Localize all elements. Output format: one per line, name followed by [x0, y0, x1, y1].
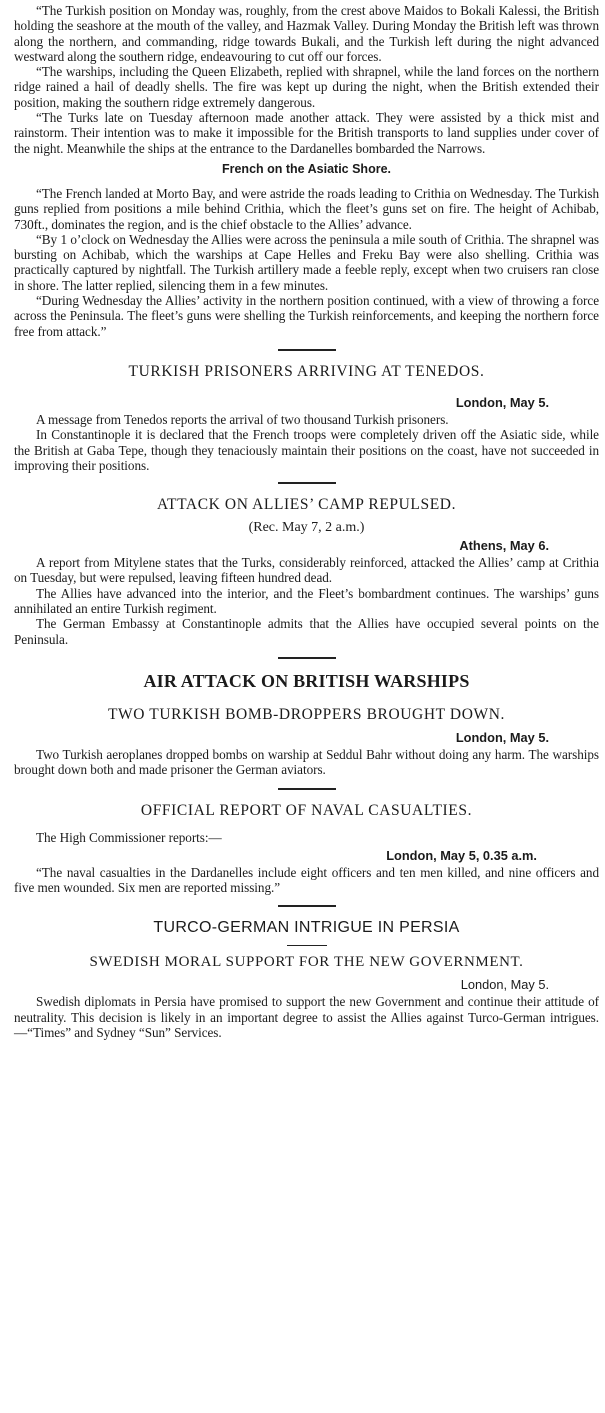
section-divider: [278, 657, 336, 659]
section-divider: [278, 788, 336, 790]
paragraph: A message from Tenedos reports the arrival of two thousand Turkish prisoners.: [36, 411, 449, 427]
paragraph: A report from Mitylene states that the Turks, considerably reinforced, attacked the Allies’ camp at Crithia on Tuesday, but were repulsed, leaving fifteen hundred dead.: [14, 555, 599, 586]
paragraph: “By 1 o’clock on Wednesday the Allies were across the peninsula a mile south of Crithia. The shrapnel was bursting on Achibab, which the warships at Cape Helles and Freku Bay were also shelling. Crithia was practically captured by nightfall. The Turkish artillery made a feeble reply, except when two cruisers ran close in shore. The latter replied, silencing them in a few minutes.: [14, 231, 599, 293]
headline: TURCO-GERMAN INTRIGUE IN PERSIA: [153, 919, 460, 937]
subheadline: TWO TURKISH BOMB-DROPPERS BROUGHT DOWN.: [107, 705, 505, 723]
headline: AIR ATTACK ON BRITISH WARSHIPS: [143, 670, 470, 691]
headline: ATTACK ON ALLIES’ CAMP REPULSED.: [156, 496, 457, 514]
paragraph: “The naval casualties in the Dardanelles include eight officers and ten men killed, and nine officers and five men wounded. Six men are reported missing.”: [14, 864, 599, 896]
paragraph: Two Turkish aeroplanes dropped bombs on warship at Seddul Bahr without doing any harm. The warships brought down both and made prisoner the German aviators.: [14, 746, 599, 778]
headline: OFFICIAL REPORT OF NAVAL CASUALTIES.: [140, 801, 473, 819]
paragraph: In Constantinople it is declared that the French troops were completely driven off the Asiatic side, while the British at Gaba Tepe, though they tenaciously maintain their positions on the coast, have not succeeded in improving their positions.: [14, 427, 599, 473]
section-divider: [287, 945, 327, 946]
prisoners-article: [14, 363, 599, 473]
section-divider: [278, 905, 336, 907]
paragraph: The Allies have advanced into the interior, and the Fleet’s bombardment continues. The warships’ guns annihilated an entire Turkish regiment.: [14, 585, 599, 617]
received-time: (Rec. May 7, 2 a.m.): [248, 520, 365, 536]
attack-repulsed-article: [14, 496, 599, 647]
paragraph: The German Embassy at Constantinople admits that the Allies have occupied several points on the Peninsula.: [14, 616, 599, 647]
headline: TURKISH PRISONERS ARRIVING AT TENEDOS.: [128, 362, 485, 380]
dateline: Athens, May 6.: [459, 538, 549, 554]
paragraph: “During Wednesday the Allies’ activity in the northern position continued, with a view of throwing a force across the Peninsula. The fleet’s guns were shelling the Turkish reinforcements, and keeping the northern force free from attack.”: [14, 293, 599, 339]
naval-casualties-article: [14, 802, 599, 896]
dateline: London, May 5.: [460, 977, 549, 993]
paragraph: “The French landed at Morto Bay, and were astride the roads leading to Crithia on Wednesday. The Turkish guns replied from positions a mile behind Crithia, which the fleet’s guns set on fire. The height of Achibab, 730ft., dominates the region, and is the chief obstacle to the Allies’ advance.: [14, 185, 599, 232]
subheading: French on the Asiatic Shore.: [221, 161, 391, 176]
paragraph: “The warships, including the Queen Elizabeth, replied with shrapnel, while the land forces on the northern ridge rained a hail of deadly shells. The fire was kept up during the night, when the British extended their position, making the southern ridge extremely dangerous.: [14, 64, 599, 110]
section-divider: [278, 349, 336, 351]
subheadline: SWEDISH MORAL SUPPORT FOR THE NEW GOVERNMENT.: [89, 954, 524, 971]
section-divider: [278, 482, 336, 484]
paragraph: “The Turks late on Tuesday afternoon made another attack. They were assisted by a thick mist and rainstorm. Their intention was to make it impossible for the British transports to land supplies under cover of the night. Meanwhile the ships at the entrance to the Dardanelles bombarded the Narrows.: [14, 110, 599, 156]
lead-line: The High Commissioner reports:—: [36, 829, 222, 845]
persia-article: [14, 919, 599, 1040]
dateline: London, May 5.: [455, 394, 549, 410]
air-attack-article: [14, 671, 599, 778]
paragraph: “The Turkish position on Monday was, roughly, from the crest above Maidos to Bokali Kalessi, the British holding the seashore at the mouth of the valley, and Hazmak Valley. During Monday the British left was thrown along the northern, and commanding, ridge towards Bukali, and the Turkish left during the night advanced westward along the southern ridge, endeavouring to cut off our forces.: [14, 3, 599, 64]
article-intro: [14, 0, 599, 156]
paragraph: Swedish diplomats in Persia have promised to support the new Government and continue their attitude of neutrality. This decision is likely in an important degree to assist the Allies against Turco-German intrigues.—“Times” and Sydney “Sun” Services.: [14, 994, 599, 1040]
french-section: [14, 162, 599, 339]
dateline: London, May 5, 0.35 a.m.: [386, 847, 537, 863]
dateline: London, May 5.: [455, 729, 549, 745]
